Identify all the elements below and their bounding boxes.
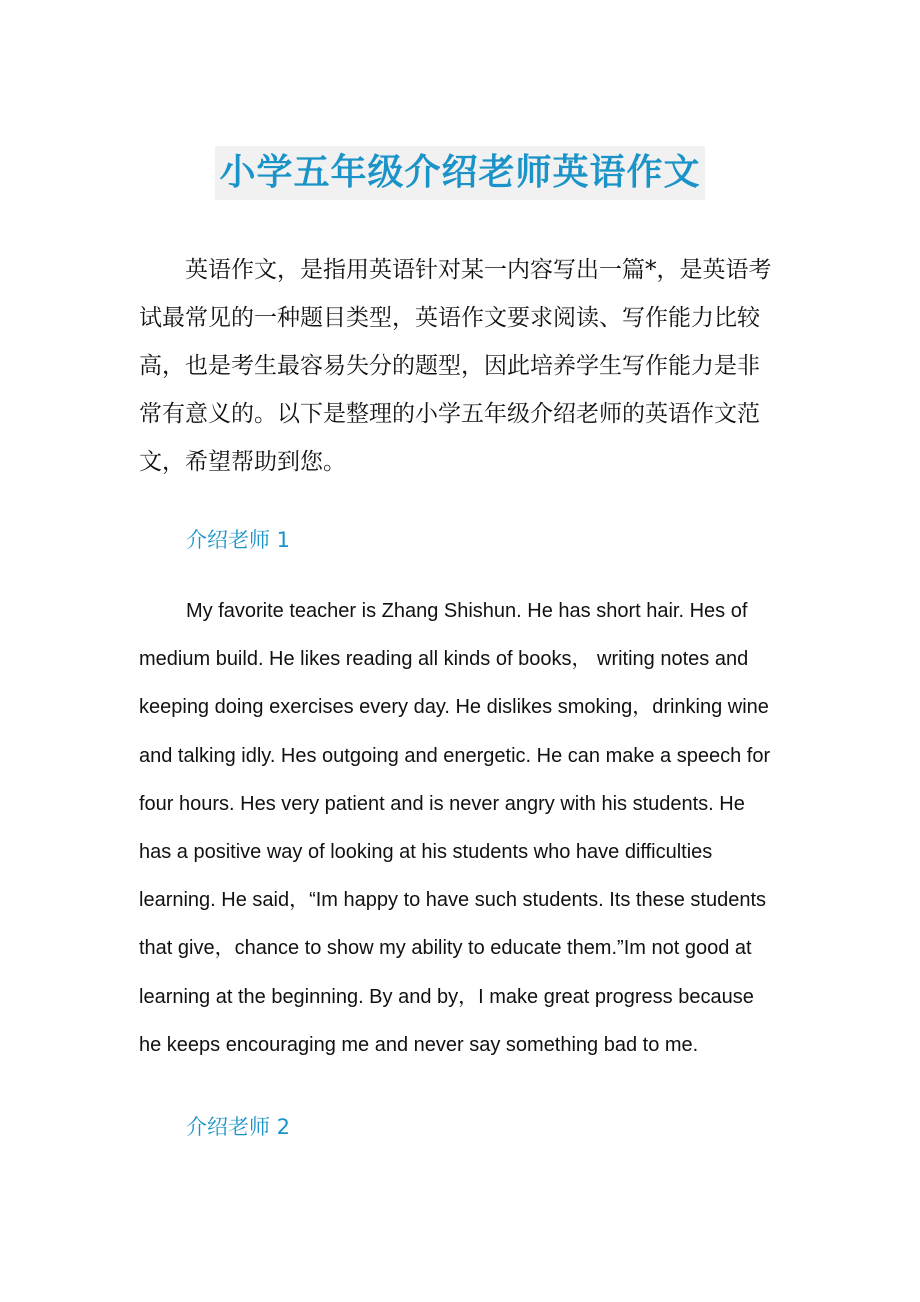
intro-paragraph: 英语作文，是指用英语针对某一内容写出一篇*，是英语考试最常见的一种题目类型，英语作文要求阅读、写作能力比较高，也是考生最容易失分的题型，因此培养学生写作能力是非常有意义的。以下是整理的小学五年级介绍老师的英语作文范文，希望帮助到您。 (139, 257, 772, 475)
section-heading-1: 介绍老师 1 (186, 528, 291, 552)
essay-paragraph-1: My favorite teacher is Zhang Shishun. He has short hair. Hes of medium build. He likes reading all kinds of books， writing notes and keeping doing exercises every day. He dislikes smoking，drinking wine and talking idly. Hes outgoing and energetic. He can make a speech for four hours. Hes very patient and is never angry with his students. He has a positive way of looking at his students who have difficulties learning. He said，“Im happy to have such students. Its these students that give，chance to show my ability to educate them.”Im not good at learning at the beginning. By and by，I make great progress because he keeps encouraging me and never say something bad to me. (139, 600, 771, 1056)
title-container (0, 122, 920, 224)
document-body (139, 246, 779, 1142)
page-title: 小学五年级介绍老师英语作文 (215, 146, 704, 200)
section-heading-2: 介绍老师 2 (186, 1115, 291, 1140)
